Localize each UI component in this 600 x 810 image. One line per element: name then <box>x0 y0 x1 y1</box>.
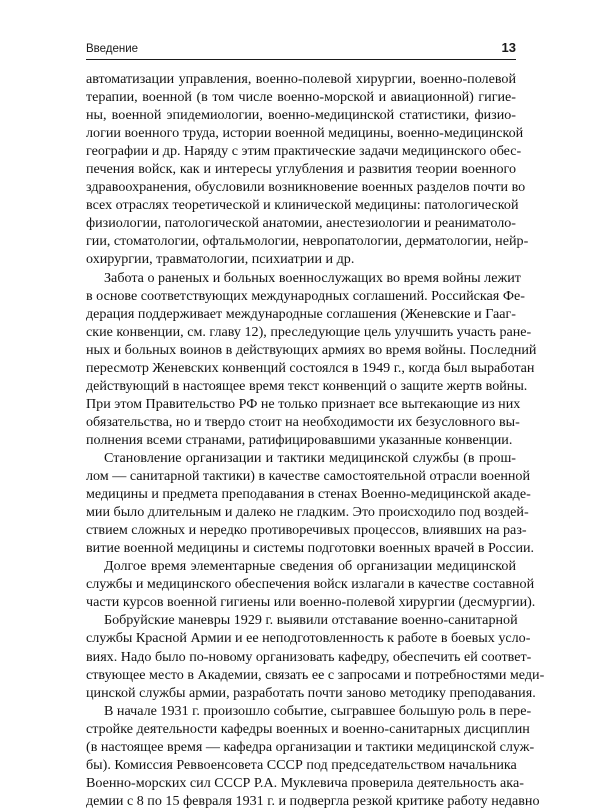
text-line: автоматизации управления, военно-полевой хирургии, военно-полевой <box>86 71 516 87</box>
text-line: лом — санитарной тактики) в качестве самостоятельной отрасли военной <box>86 468 531 485</box>
text-line: пересмотр Женевских конвенций состоялся в 1949 г., когда был выработан <box>86 359 535 376</box>
text-line: службы Красной Армии и ее неподготовленность к работе в боевых усло- <box>86 630 531 647</box>
text-line: В начале 1931 г. произошло событие, сыгравшее большую роль в пере- <box>104 702 532 719</box>
text-line: витие военной медицины и системы подготовки военных врачей в России. <box>86 540 535 557</box>
text-line: ские конвенции, см. главу 12), преследующие цель улучшить участь ране- <box>86 323 532 340</box>
text-line: части курсов военной гигиены или военно-полевой хирургии (десмургии). <box>86 594 536 611</box>
text-line: Долгое время элементарные сведения об организации медицинской <box>104 558 516 575</box>
text-line: Бобруйские маневры 1929 г. выявили отставание военно-санитарной <box>104 612 518 629</box>
text-line: полнения всеми странами, ратифицировавшими указанные конвенции. <box>86 431 513 448</box>
text-line: географии и др. Наряду с этим практические задачи медицинского обес- <box>86 143 522 160</box>
text-line: цинской службы армии, разработать почти заново методику преподавания. <box>86 684 536 701</box>
text-line: охирургии, травматологии, психиатрии и др. <box>86 251 355 268</box>
text-line: терапии, военной (в том числе военно-морской и авиационной) гигие- <box>86 89 516 106</box>
text-line: медицины и предмета преподавания в стенах Военно-медицинской акаде- <box>86 486 531 503</box>
text-line: ны, военной эпидемиологии, военно-медицинской статистики, физио- <box>86 107 516 124</box>
text-line: печения войск, как и интересы углубления и развития теории военного <box>86 161 516 178</box>
text-line: мии было длительным и далеко не гладким. Это происходило под воздей- <box>86 504 529 521</box>
text-line: стройке деятельности кафедры военных и военно-санитарных дисциплин <box>86 720 530 737</box>
text-line: виях. Надо было по-новому организовать кафедру, обеспечить ей соответ- <box>86 648 532 665</box>
paragraph <box>86 702 540 810</box>
text-line: физиологии, патологической анатомии, анестезиологии и реаниматоло- <box>86 215 516 232</box>
text-line: ных и больных воинов в действующих армиях во время войны. Последний <box>86 341 537 358</box>
paragraph <box>86 611 545 701</box>
text-line: здравоохранения, обусловили возникновение военных разделов почти во <box>86 179 526 196</box>
text-line: Забота о раненых и больных военнослужащих во время войны лежит <box>104 269 521 286</box>
text-line: обязательства, но и твердо стоит на необходимости их безусловного вы- <box>86 413 520 430</box>
section-title: Введение <box>86 43 139 55</box>
body-text <box>86 70 545 810</box>
text-line: действующий в настоящее время текст конвенций о защите жертв войны. <box>86 377 528 394</box>
text-line: дерация поддерживает международные соглашения (Женевские и Гааг- <box>86 305 516 322</box>
text-line: логии военного труда, истории военной медицины, военно-медицинской <box>86 125 524 142</box>
text-line: При этом Правительство РФ не только признает все вытекающие из них <box>86 395 521 412</box>
paragraph <box>86 70 529 269</box>
text-line: службы и медицинского обеспечения войск излагали в качестве составной <box>86 576 535 593</box>
text-line: всех отраслях теоретической и клинической медицины: патологической <box>86 197 519 214</box>
text-line: демии с 8 по 15 февраля 1931 г. и подвергла резкой критике работу недавно <box>86 792 540 809</box>
paragraph <box>86 557 536 611</box>
running-header <box>86 40 516 60</box>
text-line: Становление организации и тактики медицинской службы (в прош- <box>104 449 516 466</box>
text-line: бы). Комиссия Реввоенсовета СССР под председательством начальника <box>86 756 517 773</box>
page-number: 13 <box>501 40 516 55</box>
paragraph <box>86 449 535 557</box>
text-line: (в настоящее время — кафедра организации и тактики медицинской служ- <box>86 738 535 755</box>
book-page <box>86 40 545 810</box>
paragraph <box>86 269 537 449</box>
text-line: Военно-морских сил СССР Р.А. Муклевича проверила деятельность ака- <box>86 774 524 791</box>
text-line: ствующее место в Академии, связать ее с запросами и потребностями меди- <box>86 666 545 683</box>
text-line: в основе соответствующих международных соглашений. Российская Фе- <box>86 287 525 304</box>
text-line: гии, стоматологии, офтальмологии, невропатологии, дерматологии, нейр- <box>86 233 529 250</box>
text-line: ствием сложных и нередко противоречивых процессов, влиявших на раз- <box>86 522 527 539</box>
